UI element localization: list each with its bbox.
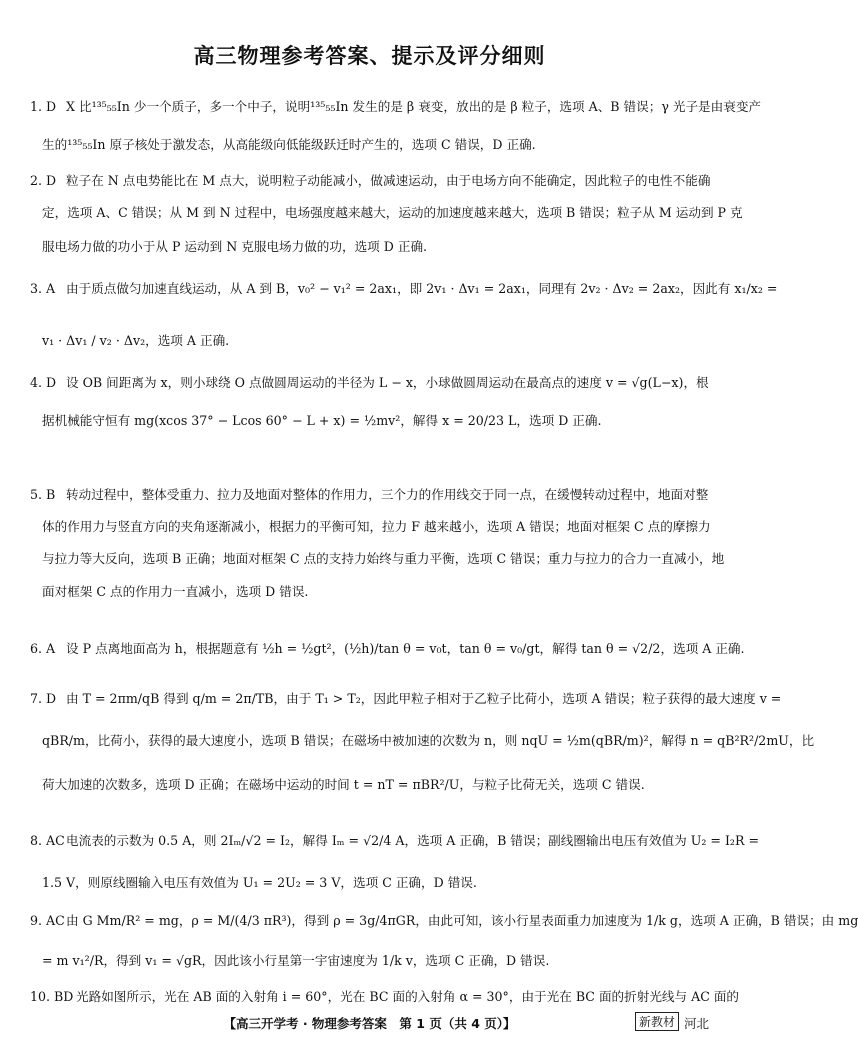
answer-number: 4. D <box>30 375 57 390</box>
answer-line: 设 P 点离地面高为 h，根据题意有 ½h = ½gt²，(½h)/tan θ = v₀t，tan θ = v₀/gt，解得 tan θ = √2/2，选项 A 正确. <box>66 641 745 656</box>
answer-line: 荷大加速的次数多，选项 D 正确；在磁场中运动的时间 t = nT = πBR²/U，与粒子比荷无关，选项 C 错误. <box>42 777 645 792</box>
answer-line: 与拉力等大反向，选项 B 正确；地面对框架 C 点的支持力始终与重力平衡，选项 C 错误；重力与拉力的合力一直减小，地 <box>42 551 725 566</box>
answer-line: 1.5 V，则原线圈输入电压有效值为 U₁ = 2U₂ = 3 V，选项 C 正确，D 错误. <box>42 875 477 890</box>
answer-line: 由 G Mm/R² = mg，ρ = M/(4/3 πR³)，得到 ρ = 3g/4πGR，由此可知，该小行星表面重力加速度为 1/k g，选项 A 正确，B 错误；由 mg <box>66 913 858 928</box>
answer-number: 6. A <box>30 641 56 656</box>
answer-number: 7. D <box>30 691 57 706</box>
edition-badge: 新教材 <box>635 1012 679 1031</box>
answer-number: 3. A <box>30 281 56 296</box>
answer-number: 9. AC <box>30 913 65 928</box>
answer-number: 10. BD <box>30 989 74 1004</box>
answer-line: qBR/m，比荷小，获得的最大速度小，选项 B 错误；在磁场中被加速的次数为 n，则 nqU = ½m(qBR/m)²，解得 n = qB²R²/2mU，比 <box>42 733 815 748</box>
answer-line: = m v₁²/R，得到 v₁ = √gR，因此该小行星第一宇宙速度为 1/k v，选项 C 正确，D 错误. <box>42 953 550 968</box>
answer-line: 电流表的示数为 0.5 A，则 2Iₘ/√2 = I₂，解得 Iₘ = √2/4 A，选项 A 正确，B 错误；副线圈输出电压有效值为 U₂ = I₂R = <box>66 833 760 848</box>
answer-line: 由于质点做匀加速直线运动，从 A 到 B，v₀² − v₁² = 2ax₁，即 2v₁ · Δv₁ = 2ax₁，同理有 2v₂ · Δv₂ = 2ax₂，因此有 x₁/x₂ = <box>66 281 778 296</box>
answer-line: 由 T = 2πm/qB 得到 q/m = 2π/TB，由于 T₁ > T₂，因此甲粒子相对于乙粒子比荷小，选项 A 错误；粒子获得的最大速度 v = <box>66 691 782 706</box>
answer-line: 粒子在 N 点电势能比在 M 点大，说明粒子动能减小，做减速运动，由于电场方向不能确定，因此粒子的电性不能确 <box>66 173 711 188</box>
region-label: 河北 <box>684 1016 710 1031</box>
answer-line: 体的作用力与竖直方向的夹角逐渐减小，根据力的平衡可知，拉力 F 越来越小，选项 A 错误；地面对框架 C 点的摩擦力 <box>42 519 711 534</box>
answer-line: 光路如图所示，光在 AB 面的入射角 i = 60°，光在 BC 面的入射角 α = 30°，由于光在 BC 面的折射光线与 AC 面的 <box>76 989 740 1004</box>
answer-line: 面对框架 C 点的作用力一直减小，选项 D 错误. <box>42 584 309 599</box>
answer-line: X 比¹³⁵₅₅In 少一个质子，多一个中子，说明¹³⁵₅₅In 发生的是 β 衰变，放出的是 β 粒子，选项 A、B 错误；γ 光子是由衰变产 <box>66 99 762 114</box>
footer-title: 【高三开学考 · 物理参考答案 第 1 页（共 4 页）】 <box>223 1016 516 1031</box>
answer-line: 服电场力做的功小于从 P 运动到 N 克服电场力做的功，选项 D 正确. <box>42 239 428 254</box>
answer-number: 1. D <box>30 99 57 114</box>
answer-line: 生的¹³⁵₅₅In 原子核处于激发态，从高能级向低能级跃迁时产生的，选项 C 错误，D 正确. <box>42 137 536 152</box>
answer-line: 定，选项 A、C 错误；从 M 到 N 过程中，电场强度越来越大，运动的加速度越来越大，选项 B 错误；粒子从 M 运动到 P 克 <box>42 205 743 220</box>
answer-number: 2. D <box>30 173 57 188</box>
answer-line: 转动过程中，整体受重力、拉力及地面对整体的作用力，三个力的作用线交于同一点，在缓慢转动过程中，地面对整 <box>66 487 709 502</box>
answer-line: v₁ · Δv₁ / v₂ · Δv₂，选项 A 正确. <box>42 333 230 348</box>
page-title: 高三物理参考答案、提示及评分细则 <box>193 44 546 68</box>
answer-line: 设 OB 间距离为 x，则小球绕 O 点做圆周运动的半径为 L − x，小球做圆周运动在最高点的速度 v = √g(L−x)，根 <box>66 375 709 390</box>
answer-line: 据机械能守恒有 mg(xcos 37° − Lcos 60° − L + x) = ½mv²，解得 x = 20/23 L，选项 D 正确. <box>42 413 602 428</box>
answer-number: 8. AC <box>30 833 65 848</box>
answer-number: 5. B <box>30 487 56 502</box>
